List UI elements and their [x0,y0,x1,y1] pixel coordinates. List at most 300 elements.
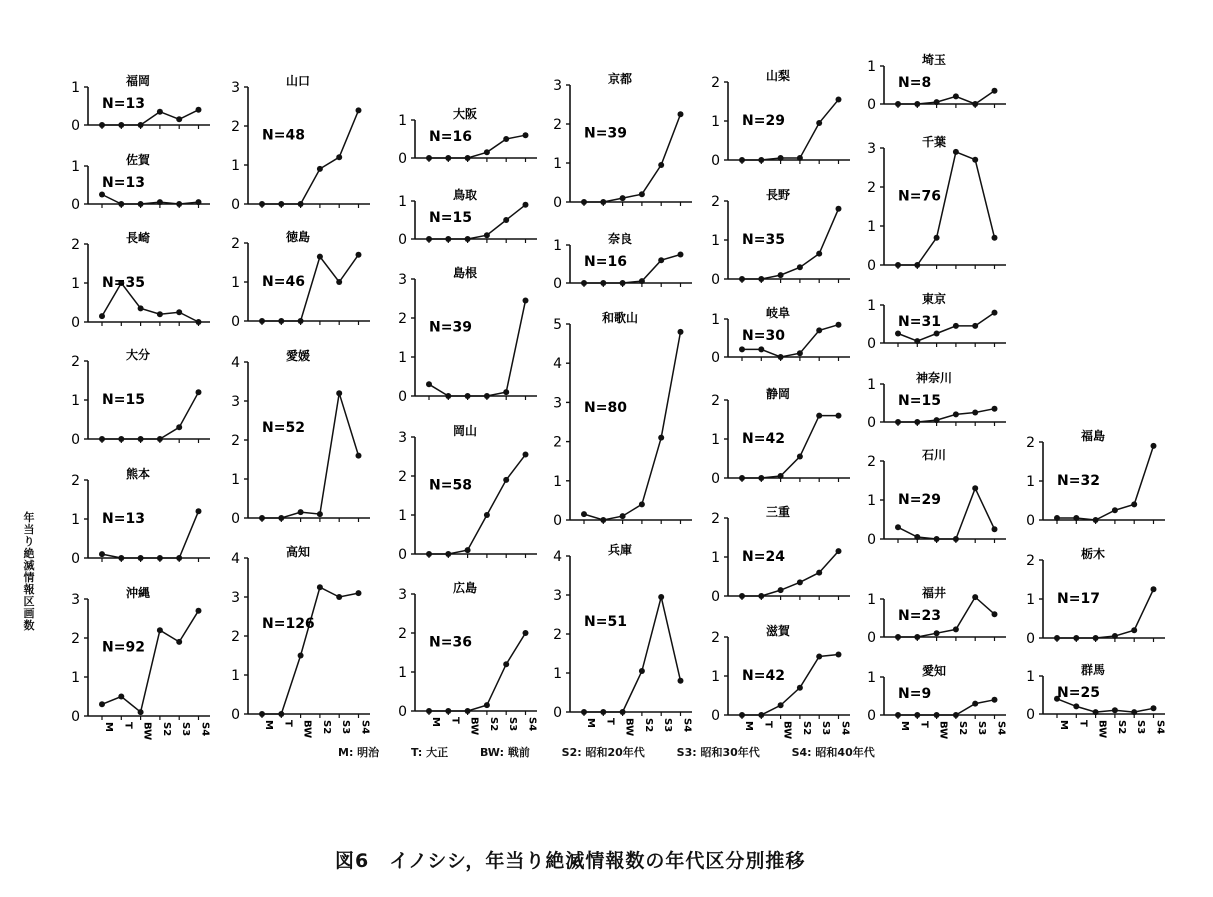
y-tick-label: 2 [711,194,720,210]
data-point [465,708,471,714]
data-point [138,436,144,442]
panel-title: 岐阜 [765,306,791,320]
data-point [934,331,940,337]
y-tick-label: 0 [398,151,407,167]
y-tick-label: 0 [553,705,562,721]
data-point [196,319,202,325]
y-tick-label: 1 [553,156,562,172]
data-point [797,579,803,585]
data-point [836,652,842,658]
y-tick-label: 0 [398,547,407,563]
data-point [1073,703,1079,709]
y-tick-label: 2 [711,630,720,646]
y-tick-label: 0 [867,708,876,724]
panel-title: 千葉 [921,135,947,149]
panel-4 [71,347,210,448]
data-point [484,393,490,399]
data-point [1054,635,1060,641]
panel-10 [231,544,370,738]
y-tick-label: 1 [71,393,80,409]
y-tick-label: 1 [1026,474,1035,490]
sample-size-label: N=16 [429,128,472,145]
data-point [678,111,684,117]
data-point [1093,709,1099,715]
y-tick-label: 0 [867,336,876,352]
y-tick-label: 2 [867,454,876,470]
y-tick-label: 3 [398,587,407,603]
data-point [972,485,978,491]
panel-title: 栃木 [1080,547,1106,561]
data-point [278,515,284,521]
series-line [742,100,839,160]
panel-33 [1026,428,1165,529]
data-point [196,107,202,113]
data-point [523,630,529,636]
series-line [898,700,995,715]
data-point [426,551,432,557]
y-tick-label: 0 [231,314,240,330]
y-tick-label: 3 [231,80,240,96]
data-point [972,323,978,329]
data-point [157,627,163,633]
x-tick-label: T [122,722,134,729]
panel-29 [867,370,1006,431]
sample-size-label: N=9 [898,685,932,702]
x-tick-label: S3 [1135,720,1147,735]
panel-22 [711,305,850,366]
panel-title: 広島 [452,581,478,595]
panel-28 [867,291,1006,352]
sample-size-label: N=30 [742,327,785,344]
panel-31 [867,585,1006,646]
sample-size-label: N=42 [742,667,785,684]
data-point [99,701,105,707]
y-tick-label: 0 [71,118,80,134]
sample-size-label: N=16 [584,253,627,270]
panel-16 [553,71,692,211]
data-point [778,702,784,708]
data-point [758,593,764,599]
panel-title: 島根 [452,266,478,280]
period-legend [338,744,903,760]
data-point [99,192,105,198]
data-point [639,501,645,507]
series-line [102,611,199,712]
data-point [465,236,471,242]
y-tick-label: 0 [71,551,80,567]
data-point [1131,501,1137,507]
y-tick-label: 1 [711,550,720,566]
y-tick-label: 1 [867,377,876,393]
sample-size-label: N=58 [429,477,472,494]
data-point [639,668,645,674]
data-point [836,97,842,103]
data-point [678,252,684,258]
panel-8 [231,229,370,330]
sample-size-label: N=13 [102,510,145,527]
data-point [426,236,432,242]
y-tick-label: 0 [711,589,720,605]
data-point [356,590,362,596]
y-tick-label: 0 [867,258,876,274]
data-point [503,217,509,223]
y-tick-label: 2 [1026,553,1035,569]
data-point [336,279,342,285]
data-point [992,235,998,241]
y-tick-label: 1 [398,194,407,210]
x-tick-label: S2 [487,717,499,732]
y-tick-label: 0 [867,630,876,646]
data-point [678,329,684,335]
sample-size-label: N=32 [1057,472,1100,489]
data-point [816,120,822,126]
data-point [895,262,901,268]
data-point [953,536,959,542]
sample-size-label: N=15 [102,391,145,408]
data-point [658,435,664,441]
x-tick-label: S3 [820,721,832,736]
x-tick-label: T [449,717,461,724]
data-point [581,511,587,517]
sample-size-label: N=48 [262,127,305,144]
data-point [934,630,940,636]
panel-title: 熊本 [125,467,151,481]
y-tick-label: 1 [71,159,80,175]
panel-title: 山梨 [765,69,791,83]
y-tick-label: 3 [398,272,407,288]
x-tick-label: S2 [642,718,654,733]
y-tick-label: 0 [398,232,407,248]
y-tick-label: 1 [71,276,80,292]
legend-item-bw: BW: 戦前 [480,746,530,759]
legend-item-t: T: 大正 [411,746,449,759]
data-point [445,236,451,242]
x-tick-label: S2 [320,720,332,735]
sample-size-label: N=39 [429,319,472,336]
data-point [972,157,978,163]
data-point [176,424,182,430]
y-tick-label: 3 [398,430,407,446]
data-point [1073,515,1079,521]
panel-title: 大阪 [452,107,478,121]
panel-11 [398,106,537,167]
sample-size-label: N=29 [742,112,785,129]
data-point [1131,709,1137,715]
sample-size-label: N=17 [1057,590,1100,607]
y-tick-label: 3 [553,588,562,604]
sample-size-label: N=36 [429,634,472,651]
y-tick-label: 2 [553,434,562,451]
data-point [176,639,182,645]
panel-25 [711,623,850,739]
data-point [259,201,265,207]
data-point [1112,633,1118,639]
sample-size-label: N=35 [102,274,145,291]
y-tick-label: 4 [553,549,562,565]
sample-size-label: N=23 [898,607,941,624]
data-point [797,685,803,691]
data-point [778,155,784,161]
x-tick-label: M [263,720,274,730]
x-tick-label: S4 [1154,720,1166,735]
x-tick-label: BW [301,720,313,739]
panel-title: 徳島 [285,230,311,244]
data-point [992,697,998,703]
data-point [914,634,920,640]
data-point [992,88,998,94]
data-point [914,419,920,425]
y-tick-label: 1 [711,432,720,448]
y-tick-label: 1 [231,472,240,488]
x-tick-label: S2 [800,721,812,736]
sample-size-label: N=29 [898,491,941,508]
y-tick-label: 3 [231,590,240,606]
data-point [600,280,606,286]
panel-title: 鳥取 [452,188,478,202]
y-tick-label: 0 [71,197,80,213]
x-tick-label: T [918,721,930,728]
panel-6 [71,585,210,740]
y-tick-label: 2 [1026,435,1035,451]
data-point [953,626,959,632]
data-point [620,513,626,519]
data-point [895,101,901,107]
data-point [118,694,124,700]
sample-size-label: N=39 [584,125,627,142]
data-point [658,162,664,168]
data-point [581,199,587,205]
data-point [934,712,940,718]
series-line [742,655,839,715]
y-tick-label: 2 [711,75,720,91]
data-point [298,201,304,207]
data-point [816,570,822,576]
data-point [758,276,764,282]
y-tick-label: 1 [71,512,80,528]
data-point [278,711,284,717]
sample-size-label: N=15 [898,392,941,409]
data-point [620,280,626,286]
panel-title: 福島 [1080,429,1106,443]
data-point [118,436,124,442]
panel-title: 京都 [607,72,633,86]
panel-title: 滋賀 [765,624,791,638]
data-point [138,305,144,311]
data-point [426,381,432,387]
x-tick-label: S4 [839,721,851,736]
data-point [317,511,323,517]
data-point [298,653,304,659]
data-point [445,708,451,714]
y-tick-label: 2 [231,433,240,449]
y-tick-label: 1 [711,114,720,130]
data-point [953,149,959,155]
x-tick-label: S2 [956,721,968,736]
x-tick-label: M [585,718,596,728]
data-point [157,436,163,442]
x-tick-label: S4 [995,721,1007,736]
data-point [176,555,182,561]
sample-size-label: N=8 [898,74,932,91]
x-tick-label: S4 [526,717,538,732]
y-tick-label: 2 [711,511,720,527]
y-tick-label: 2 [398,626,407,642]
data-point [836,548,842,554]
panel-title: 神奈川 [915,371,953,385]
data-point [1151,443,1157,449]
data-point [176,201,182,207]
y-tick-label: 0 [553,513,562,529]
figure-caption: 図6 イノシシ，年当り絶滅情報数の年代区分別推移 [335,850,806,872]
y-tick-label: 5 [553,317,562,333]
data-point [426,155,432,161]
y-tick-label: 0 [711,471,720,487]
y-tick-label: 2 [71,354,80,370]
data-point [523,202,529,208]
x-tick-label: BW [937,721,949,740]
x-tick-label: M [430,717,441,727]
data-point [465,547,471,553]
data-point [658,257,664,263]
data-point [1112,507,1118,513]
panel-title: 山口 [285,74,311,88]
data-point [138,122,144,128]
data-point [336,594,342,600]
sample-size-label: N=25 [1057,684,1100,701]
panel-title: 沖縄 [125,586,151,600]
panel-title: 長野 [765,188,791,202]
y-tick-label: 0 [1026,707,1035,723]
x-tick-label: S3 [340,720,352,735]
data-point [739,346,745,352]
panel-18 [553,310,692,529]
y-tick-label: 3 [553,395,562,412]
data-point [600,709,606,715]
y-tick-label: 2 [231,119,240,135]
sample-size-label: N=92 [102,639,145,656]
y-tick-label: 0 [231,511,240,527]
data-point [196,608,202,614]
data-point [953,712,959,718]
series-line [102,195,199,205]
data-point [639,278,645,284]
y-tick-label: 2 [71,631,80,647]
data-point [816,251,822,257]
y-tick-label: 0 [867,532,876,548]
data-point [157,109,163,115]
data-point [620,709,626,715]
legend-item-s3: S3: 昭和30年代 [676,746,760,759]
data-point [503,477,509,483]
data-point [523,132,529,138]
y-tick-label: 0 [71,315,80,331]
data-point [196,199,202,205]
data-point [639,191,645,197]
series-line [262,587,359,714]
data-point [992,526,998,532]
data-point [895,524,901,530]
y-tick-label: 2 [231,629,240,645]
legend-item-s4: S4: 昭和40年代 [791,746,875,759]
sample-size-label: N=42 [742,430,785,447]
y-tick-label: 1 [867,493,876,509]
panel-30 [867,447,1006,548]
panel-title: 佐賀 [125,153,151,167]
panel-title: 岡山 [452,424,478,438]
y-axis-label: 年当り絶滅情報区画数 [23,511,35,632]
panel-21 [711,187,850,288]
data-point [1093,517,1099,523]
data-point [138,555,144,561]
y-tick-label: 2 [71,473,80,489]
panel-5 [71,466,210,567]
data-point [739,712,745,718]
data-point [778,354,784,360]
data-point [678,678,684,684]
data-point [914,712,920,718]
data-point [259,318,265,324]
data-point [895,419,901,425]
panel-17 [553,231,692,292]
data-point [356,252,362,258]
data-point [278,201,284,207]
panel-24 [711,504,850,605]
data-point [836,206,842,212]
panel-23 [711,386,850,487]
data-point [600,199,606,205]
data-point [581,709,587,715]
panel-26 [867,52,1006,113]
data-point [118,555,124,561]
data-point [465,393,471,399]
y-tick-label: 2 [71,237,80,253]
series-line [898,91,995,104]
y-tick-label: 1 [553,473,562,490]
data-point [118,201,124,207]
data-point [484,232,490,238]
panel-title: 愛媛 [285,349,311,363]
panel-19 [553,542,692,736]
y-tick-label: 1 [1026,669,1035,685]
y-tick-label: 1 [71,670,80,686]
data-point [445,155,451,161]
data-point [816,654,822,660]
data-point [317,166,323,172]
panel-title: 三重 [765,505,791,519]
y-tick-label: 1 [867,219,876,235]
data-point [278,318,284,324]
data-point [934,235,940,241]
sample-size-label: N=31 [898,313,941,330]
data-point [1054,515,1060,521]
panel-15 [398,580,537,735]
panel-34 [1026,546,1165,647]
x-tick-label: S4 [681,718,693,733]
x-tick-label: T [762,721,774,728]
y-tick-label: 1 [231,275,240,291]
y-tick-label: 4 [553,356,562,373]
y-tick-label: 1 [1026,592,1035,608]
x-tick-label: S3 [507,717,519,732]
y-tick-label: 0 [71,709,80,725]
sample-size-label: N=35 [742,231,785,248]
y-tick-label: 0 [231,197,240,213]
y-tick-label: 1 [231,668,240,684]
y-tick-label: 2 [398,469,407,485]
data-point [658,594,664,600]
panel-20 [711,68,850,169]
y-tick-label: 1 [398,508,407,524]
